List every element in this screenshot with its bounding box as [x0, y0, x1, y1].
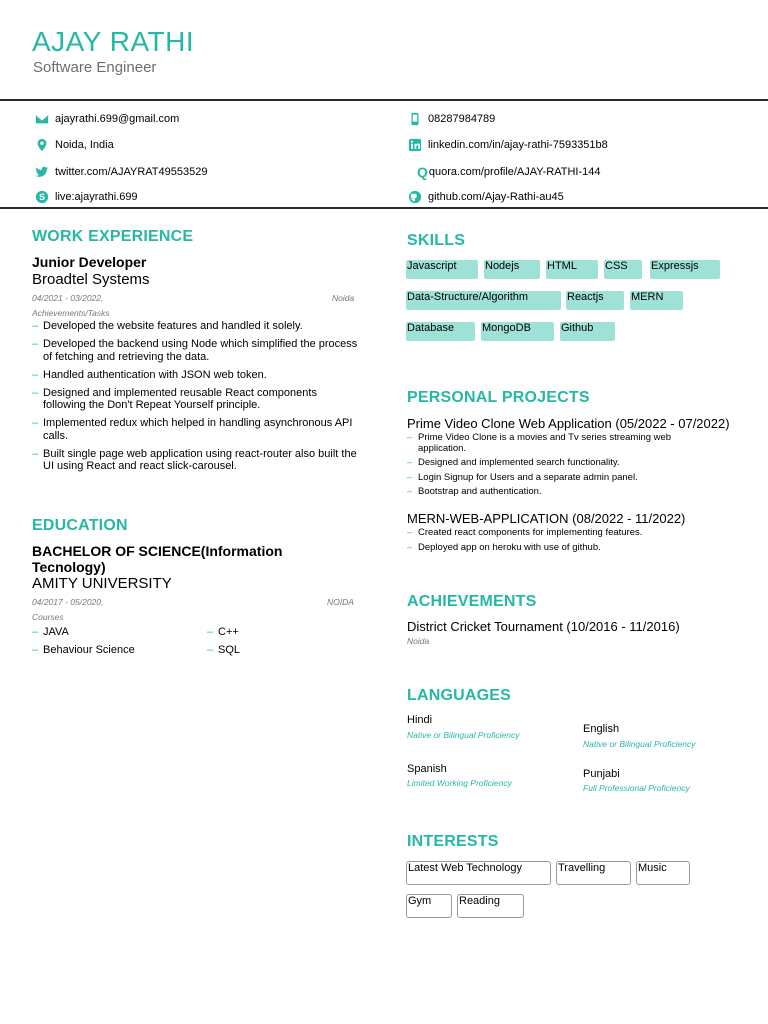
project-bullet-list: [407, 433, 707, 502]
work-bullet: – Handled authentication with JSON web token.: [32, 369, 362, 382]
work-heading: WORK EXPERIENCE: [32, 228, 194, 245]
work-bullet-list: [32, 320, 362, 478]
github-icon: [408, 190, 422, 204]
contact-skype-text: live:ajayrathi.699: [55, 191, 138, 203]
interest-tag: Music: [636, 861, 690, 885]
skill-tag: Data-Structure/Algorithm: [406, 291, 561, 310]
education-heading: EDUCATION: [32, 517, 128, 534]
divider-top: [0, 99, 768, 101]
achievement-title: District Cricket Tournament (10/2016 - 11/2016): [407, 619, 680, 634]
education-degree: BACHELOR OF SCIENCE(Information Tecnology): [32, 543, 283, 575]
contact-github[interactable]: [408, 189, 564, 205]
skill-tag: Expressjs: [650, 260, 720, 279]
contact-location: [35, 137, 114, 153]
candidate-name: AJAY RATHI: [32, 26, 195, 57]
work-company: Broadtel Systems: [32, 271, 150, 288]
work-bullet: – Developed the website features and handled it solely.: [32, 320, 362, 333]
contact-phone[interactable]: [408, 111, 495, 127]
skill-tag: Javascript: [406, 260, 478, 279]
project-bullet: – Prime Video Clone is a movies and Tv series streaming web application.: [407, 433, 707, 454]
language-name: English: [583, 723, 620, 735]
interest-tag: Gym: [406, 894, 452, 918]
project-bullet-list: [407, 528, 707, 557]
contact-linkedin[interactable]: [408, 137, 608, 153]
project-bullet: – Created react components for implementing features.: [407, 528, 707, 539]
job-title-subtitle: Software Engineer: [33, 59, 157, 76]
education-dates: 04/2017 - 05/2020,: [32, 597, 104, 607]
interests-heading: INTERESTS: [407, 833, 499, 850]
course-item: – Behaviour Science: [32, 644, 135, 656]
interest-tag: Reading: [457, 894, 524, 918]
contact-email[interactable]: [35, 111, 179, 127]
twitter-icon: [35, 165, 49, 179]
location-pin-icon: [35, 138, 49, 152]
contact-quora-text: quora.com/profile/AJAY-RATHI-144: [428, 166, 601, 178]
language-name: Hindi: [407, 714, 433, 726]
course-item: – JAVA: [32, 626, 69, 638]
work-tasks-label: Achievements/Tasks: [32, 308, 110, 318]
envelope-icon: [35, 112, 49, 126]
education-school: AMITY UNIVERSITY: [32, 575, 172, 592]
skype-icon: [35, 190, 49, 204]
work-bullet: – Implemented redux which helped in handling asynchronous API calls.: [32, 417, 362, 442]
contact-linkedin-text: linkedin.com/in/ajay-rathi-7593351b8: [428, 139, 608, 151]
contact-location-text: Noida, India: [55, 139, 114, 151]
language-level: Native or Bilingual Proficiency: [407, 730, 520, 740]
education-courses-label: Courses: [32, 612, 64, 622]
language-name: Punjabi: [583, 768, 620, 780]
achievements-heading: ACHIEVEMENTS: [407, 593, 537, 610]
achievement-location: Noida: [407, 636, 430, 646]
skill-tag: Github: [560, 322, 615, 341]
phone-icon: [408, 112, 422, 126]
divider-bottom: [0, 207, 768, 209]
project-bullet: – Deployed app on heroku with use of github.: [407, 543, 707, 554]
linkedin-icon: [408, 138, 422, 152]
course-item: – C++: [207, 626, 239, 638]
contact-skype[interactable]: [35, 189, 138, 205]
language-level: Limited Working Proficiency: [407, 778, 512, 788]
work-bullet: – Designed and implemented reusable React components following the Don't Repeat Yourself principle.: [32, 387, 362, 412]
skill-tag: MongoDB: [481, 322, 554, 341]
quora-icon: Q: [417, 164, 428, 180]
skill-tag: CSS: [604, 260, 642, 279]
contact-twitter[interactable]: [35, 164, 207, 180]
contact-twitter-text: twitter.com/AJAYRAT49553529: [55, 166, 208, 178]
project-title: Prime Video Clone Web Application (05/2022 - 07/2022): [407, 416, 730, 431]
languages-heading: LANGUAGES: [407, 687, 512, 704]
project-bullet: – Designed and implemented search functionality.: [407, 458, 707, 469]
skill-tag: MERN: [630, 291, 683, 310]
work-dates: 04/2021 - 03/2022,: [32, 293, 104, 303]
skill-tag: Reactjs: [566, 291, 624, 310]
language-name: Spanish: [407, 763, 447, 775]
language-level: Full Professional Proficiency: [583, 783, 690, 793]
work-bullet: – Built single page web application using react-router also built the UI using React and react slick-carousel.: [32, 448, 362, 473]
language-level: Native or Bilingual Proficiency: [583, 739, 696, 749]
contact-email-text: ajayrathi.699@gmail.com: [55, 113, 180, 125]
contact-quora[interactable]: [417, 164, 600, 180]
project-title: MERN-WEB-APPLICATION (08/2022 - 11/2022): [407, 511, 686, 526]
contact-github-text: github.com/Ajay-Rathi-au45: [428, 191, 564, 203]
svg-text:S: S: [39, 192, 45, 203]
projects-heading: PERSONAL PROJECTS: [407, 389, 590, 406]
work-location: Noida: [332, 293, 355, 303]
skills-heading: SKILLS: [407, 232, 466, 249]
project-bullet: – Login Signup for Users and a separate admin panel.: [407, 473, 707, 484]
interest-tag: Travelling: [556, 861, 631, 885]
project-bullet: – Bootstrap and authentication.: [407, 487, 707, 498]
skill-tag: Nodejs: [484, 260, 540, 279]
skill-tag: HTML: [546, 260, 598, 279]
course-item: – SQL: [207, 644, 240, 656]
work-job-title: Junior Developer: [32, 254, 147, 270]
skill-tag: Database: [406, 322, 475, 341]
education-location: NOIDA: [327, 597, 354, 607]
work-bullet: – Developed the backend using Node which simplified the process of fetching and retrieving the data.: [32, 338, 362, 363]
contact-phone-text: 08287984789: [428, 113, 496, 125]
interest-tag: Latest Web Technology: [406, 861, 551, 885]
